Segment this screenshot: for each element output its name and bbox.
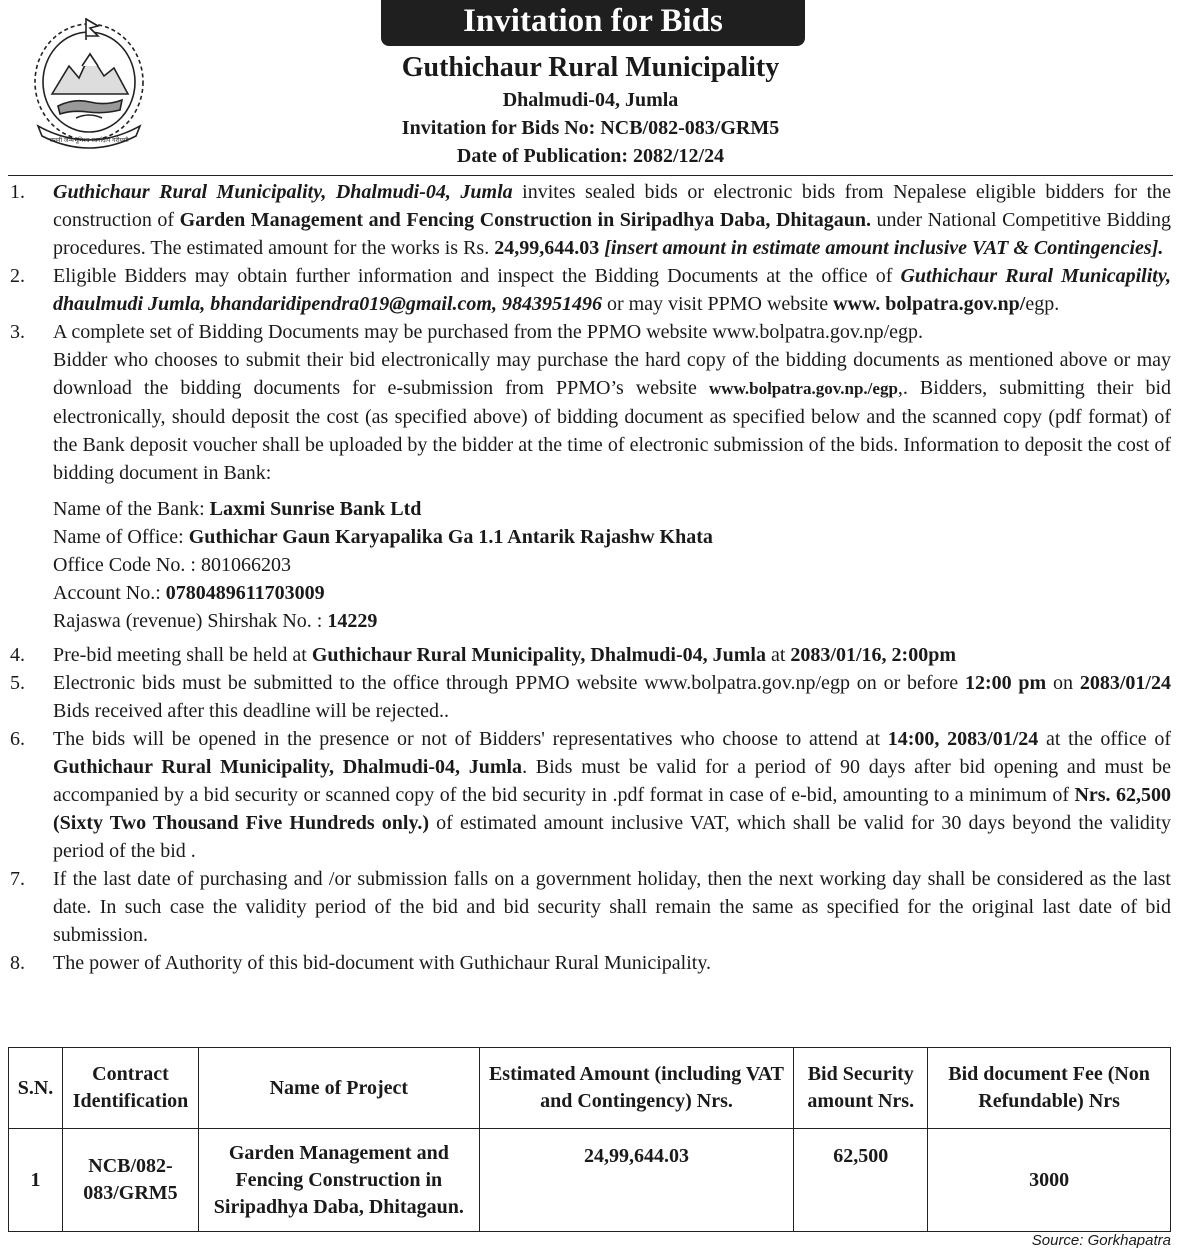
meeting-venue: Guthichaur Rural Municipality, Dhalmudi-04, Jumla bbox=[311, 644, 766, 666]
account-label: Account No.: bbox=[53, 582, 166, 604]
revenue-label: Rajaswa (revenue) Shirshak No. : bbox=[53, 610, 328, 632]
clause-number: 1. bbox=[10, 181, 25, 203]
cell-contract: NCB/082-083/GRM5 bbox=[62, 1129, 198, 1232]
clause-text: under National Competitive Bidding procedures. The estimated amount for the works is Rs. bbox=[53, 209, 1171, 259]
header-divider bbox=[8, 175, 1173, 176]
meeting-datetime: 2083/01/16, 2:00pm bbox=[790, 644, 956, 666]
clause-text: Eligible Bidders may obtain further information and inspect the Bidding Documents at the office of bbox=[53, 265, 901, 287]
cell-project: Garden Management and Fencing Construction in Siripadhya Daba, Dhitagaun. bbox=[198, 1129, 479, 1232]
cell-security: 62,500 bbox=[794, 1129, 928, 1232]
clause-text: The bids will be opened in the presence or not of Bidders' representatives who choose to attend at bbox=[53, 728, 888, 750]
office-name: Guthichar Gaun Karyapalika Ga 1.1 Antarik Rajashw Khata bbox=[188, 526, 713, 548]
municipality-name: Guthichaur Rural Municipality bbox=[401, 52, 780, 83]
clause-text: The power of Authority of this bid-document with Guthichaur Rural Municipality. bbox=[53, 952, 712, 974]
clause-number: 6. bbox=[10, 728, 25, 750]
clause-text: on bbox=[1046, 672, 1080, 694]
col-estimate: Estimated Amount (including VAT and Contingency) Nrs. bbox=[479, 1048, 794, 1129]
municipality-address: Dhalmudi-04, Jumla bbox=[502, 89, 679, 111]
clause-5 bbox=[8, 669, 1171, 725]
clause-text: of estimated amount inclusive VAT, which shall be valid for 30 days beyond the validity period of the bid . bbox=[53, 812, 1171, 862]
bank-name: Laxmi Sunrise Bank Ltd bbox=[209, 498, 422, 520]
clause-text: . Bids must be valid for a period of 90 days after bid opening and must be accompanied by a bid security or scanned copy of the bid security in .pdf format in case of e-bid, amounting to a minimum of bbox=[53, 756, 1172, 806]
clause-3 bbox=[8, 318, 1171, 635]
table-header-row bbox=[9, 1048, 1171, 1129]
website-link: www.bolpatra.gov.np./egp bbox=[708, 379, 898, 398]
clause-text: If the last date of purchasing and /or submission falls on a government holiday, then the next working day shall be considered as the last date. In such case the validity period of the bid and bid security shall remain the same as specified for the original last date of bid submission. bbox=[53, 868, 1171, 946]
clause-text: or may visit PPMO website bbox=[601, 293, 834, 315]
clause-7 bbox=[8, 865, 1171, 949]
publication-date: Date of Publication: 2082/12/24 bbox=[456, 145, 725, 167]
clause-text: Electronic bids must be submitted to the office through PPMO website www.bolpatra.gov.np/egp on or before bbox=[53, 672, 965, 694]
clause-text: A complete set of Bidding Documents may be purchased from the PPMO website www.bolpatra.gov.np/egp. bbox=[53, 321, 924, 343]
bid-security-amount: Nrs. 62,500 (Sixty Two Thousand Five Hundreds only.) bbox=[53, 784, 1171, 834]
col-contract: Contract Identification bbox=[62, 1048, 198, 1129]
clause-text: Pre-bid meeting shall be held at bbox=[53, 644, 312, 666]
clause-text: Bids received after this deadline will be rejected.. bbox=[53, 700, 449, 722]
account-number: 0780489611703009 bbox=[165, 582, 325, 604]
col-security: Bid Security amount Nrs. bbox=[794, 1048, 928, 1129]
estimated-amount: 24,99,644.03 bbox=[494, 237, 600, 259]
col-fee: Bid document Fee (Non Refundable) Nrs bbox=[928, 1048, 1171, 1129]
clause-number: 2. bbox=[10, 265, 25, 287]
deadline-time: 12:00 pm bbox=[964, 672, 1047, 694]
nepal-emblem-seal bbox=[24, 14, 154, 154]
bank-details bbox=[53, 495, 1171, 635]
project-name: Garden Management and Fencing Construction in Siripadhya Daba, Dhitagaun. bbox=[179, 209, 871, 231]
clause-text: at the office of bbox=[1038, 728, 1172, 750]
office-code: 801066203 bbox=[200, 554, 291, 576]
clause-number: 8. bbox=[10, 952, 25, 974]
clause-text: at bbox=[765, 644, 791, 666]
cell-estimate: 24,99,644.03 bbox=[479, 1129, 794, 1232]
contact-details: Guthichaur Rural Municapility, dhaulmudi Jumla, bhandaridipendra019@gmail.com, 9843951496 bbox=[53, 265, 1171, 315]
source-credit: Source: Gorkhapatra bbox=[1031, 1232, 1171, 1249]
bank-label: Name of the Bank: bbox=[53, 498, 210, 520]
cell-fee: 3000 bbox=[928, 1129, 1171, 1232]
revenue-number: 14229 bbox=[327, 610, 378, 632]
opening-venue: Guthichaur Rural Municipality, Dhalmudi-04, Jumla bbox=[53, 756, 523, 778]
notice-body bbox=[8, 178, 1171, 977]
clause-number: 7. bbox=[10, 868, 25, 890]
ifb-number: Invitation for Bids No: NCB/082-083/GRM5 bbox=[401, 117, 780, 139]
seal-caption: जननी जन्मभूमिश्च स्वर्गादपि गरीयसी bbox=[49, 137, 129, 144]
table-row bbox=[9, 1129, 1171, 1232]
clause-text: [insert amount in estimate amount inclusive VAT & Contingencies]. bbox=[599, 237, 1164, 259]
clause-text: egp. bbox=[1025, 293, 1060, 315]
clause-number: 4. bbox=[10, 644, 25, 666]
clause-number: 3. bbox=[10, 321, 25, 343]
col-sn: S.N. bbox=[9, 1048, 63, 1129]
deadline-date: 2083/01/24 bbox=[1079, 672, 1171, 694]
clause-2 bbox=[8, 262, 1171, 318]
clause-4 bbox=[8, 641, 1171, 669]
office-code-label: Office Code No. : bbox=[53, 554, 201, 576]
clause-number: 5. bbox=[10, 672, 25, 694]
clause-6 bbox=[8, 725, 1171, 865]
office-label: Name of Office: bbox=[53, 526, 189, 548]
clause-text: invites sealed bids or electronic bids from Nepalese eligible bidders for the construction of bbox=[53, 181, 1172, 231]
clause-1 bbox=[8, 178, 1171, 262]
clause-text: Bidder who chooses to submit their bid electronically may purchase the hard copy of the bidding documents as mentioned above or may download the bidding documents for e-submission from PPMO’s website bbox=[53, 349, 1171, 399]
opening-datetime: 14:00, 2083/01/24 bbox=[887, 728, 1039, 750]
employer-name: Guthichaur Rural Municipality, Dhalmudi-04, Jumla bbox=[53, 181, 513, 203]
col-project: Name of Project bbox=[198, 1048, 479, 1129]
bid-table bbox=[8, 1047, 1171, 1232]
website-link: www. bolpatra.gov.np/ bbox=[833, 293, 1026, 315]
clause-text: ,. Bidders, submitting their bid electronically, should deposit the cost (as specified above) of bidding document as specified below and the scanned copy (pdf format) of the Bank deposit voucher shall be uploaded by the bidder at the time of electronic submission of the bids. Information to deposit the cost of bidding document in Bank: bbox=[53, 377, 1171, 484]
notice-title: Invitation for Bids bbox=[381, 0, 805, 46]
clause-8 bbox=[8, 949, 1171, 977]
cell-sn: 1 bbox=[9, 1129, 63, 1232]
